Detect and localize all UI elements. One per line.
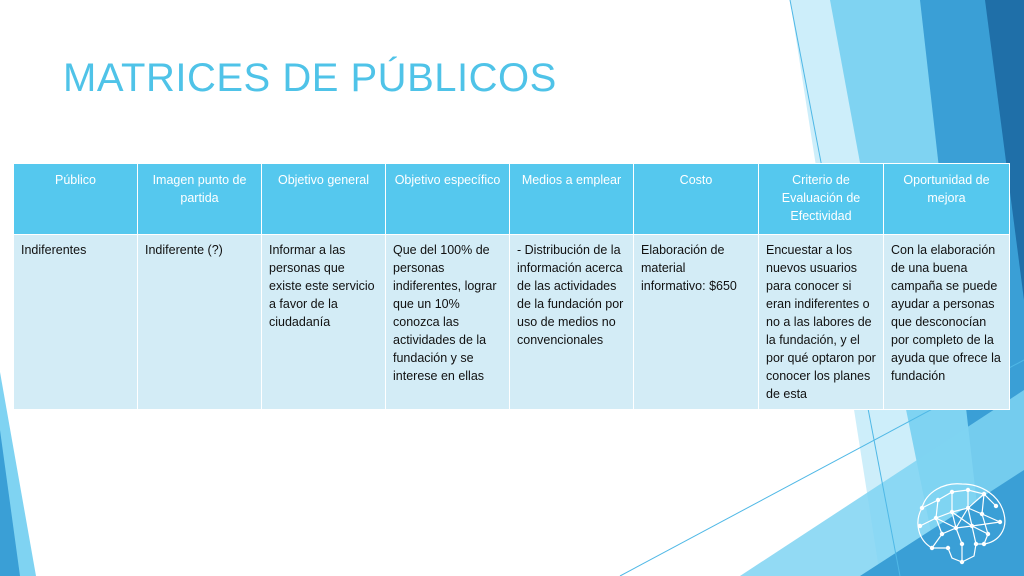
column-header-costo: Costo bbox=[634, 164, 759, 235]
column-header-criterio: Criterio de Evaluación de Efectividad bbox=[759, 164, 884, 235]
table-cell: Elaboración de material informativo: $650 bbox=[634, 235, 759, 410]
column-header-publico: Público bbox=[14, 164, 138, 235]
table-cell: Que del 100% de personas indiferentes, lograr que un 10% conozca las actividades de la fundación y se interese en ellas bbox=[386, 235, 510, 410]
table-cell: - Distribución de la información acerca de las actividades de la fundación por uso de medios no convencionales bbox=[510, 235, 634, 410]
table-cell: Con la elaboración de una buena campaña se puede ayudar a personas que desconocían por completo de la ayuda que ofrece la fundación bbox=[884, 235, 1010, 410]
column-header-objetivo-general: Objetivo general bbox=[262, 164, 386, 235]
column-header-oportunidad: Oportunidad de mejora bbox=[884, 164, 1010, 235]
table-cell: Informar a las personas que existe este servicio a favor de la ciudadanía bbox=[262, 235, 386, 410]
column-header-imagen: Imagen punto de partida bbox=[138, 164, 262, 235]
column-header-objetivo-especifico: Objetivo específico bbox=[386, 164, 510, 235]
table-cell: Indiferente (?) bbox=[138, 235, 262, 410]
brain-network-icon bbox=[912, 478, 1008, 566]
table-cell: Encuestar a los nuevos usuarios para conocer si eran indiferentes o no a las labores de la fundación, y el por qué optaron por conocer los planes de esta bbox=[759, 235, 884, 410]
table-row bbox=[14, 235, 1010, 410]
publics-matrix-table bbox=[13, 163, 1010, 410]
table-header-row bbox=[14, 164, 1010, 235]
table-cell: Indiferentes bbox=[14, 235, 138, 410]
slide-title: MATRICES DE PÚBLICOS bbox=[63, 56, 557, 100]
column-header-medios: Medios a emplear bbox=[510, 164, 634, 235]
